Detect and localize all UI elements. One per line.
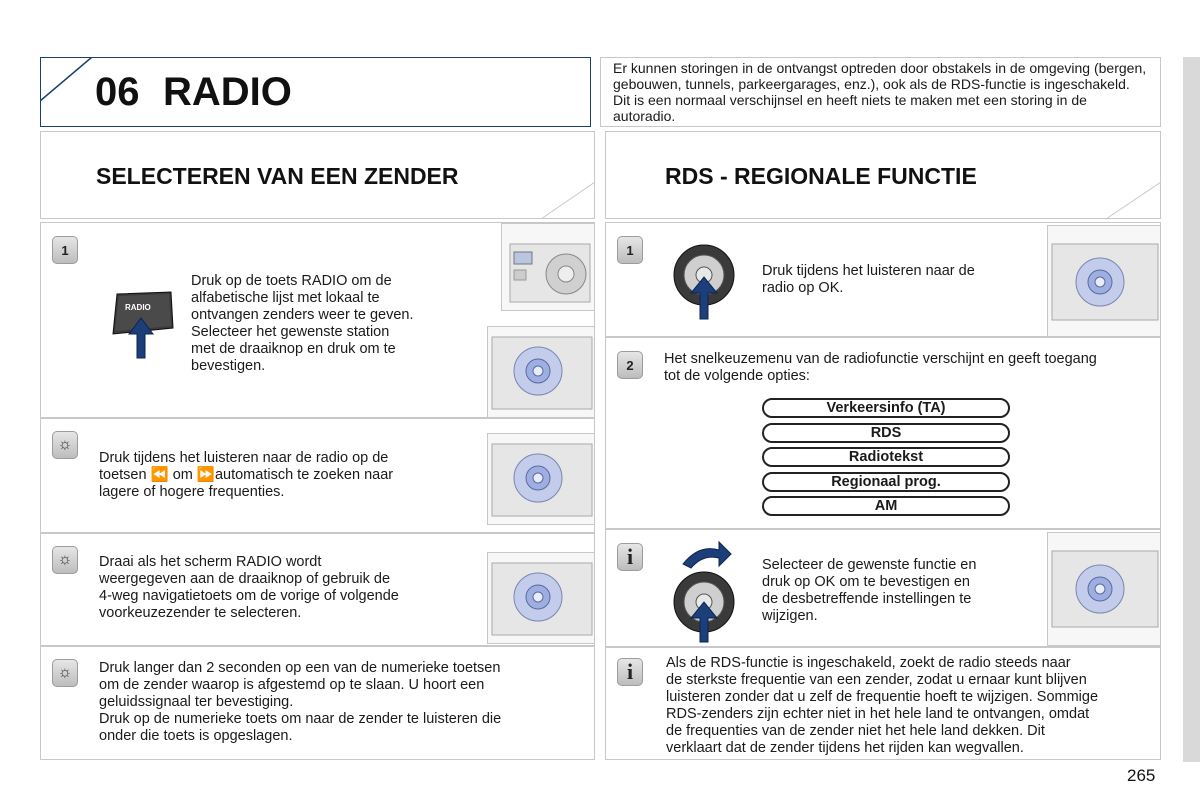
step1-text: Druk op de toets RADIO om de alfabetische lijst met lokaal te ontvangen zenders weer te geven. Selecteer het gewenste station met de draaiknop en druk om te bevestigen.	[191, 273, 414, 374]
right-section-heading-box	[605, 131, 1161, 219]
right-step1-text: Druk tijdens het luisteren naar de radio op OK.	[762, 263, 975, 296]
right-info-panel	[605, 647, 1161, 760]
right-step2-text: Het snelkeuzemenu van de radiofunctie verschijnt en geeft toegang tot de volgende opties:	[664, 351, 1097, 384]
lightbulb-icon: ☼	[52, 546, 78, 574]
tip3-text: Druk langer dan 2 seconden op een van de numerieke toetsen om de zender waarop is afgestemd op te slaan. U hoort een geluidssignaal ter bevestiging. Druk op de numerieke toets om naar de zender te luisteren die onder die toets is opgeslagen.	[99, 660, 502, 744]
left-section-heading: SELECTEREN VAN EEN ZENDER	[96, 163, 459, 189]
chapter-number: 06	[95, 70, 140, 114]
radio-panel-thumbnail	[487, 552, 595, 644]
seek-back-icon: ⏪	[150, 467, 169, 483]
left-tip2-panel	[40, 533, 595, 646]
radio-button-illustration	[107, 288, 177, 368]
radio-panel-thumbnail	[487, 326, 595, 418]
tip2-text: Draai als het scherm RADIO wordt weergegeven aan de draaiknop of gebruik de 4-weg navigatietoets om de vorige of volgende voorkeuzezender te selecteren.	[99, 554, 399, 621]
menu-option-am[interactable]: AM	[762, 496, 1010, 516]
info-icon: i	[617, 543, 643, 571]
right-section-heading: RDS - REGIONALE FUNCTIE	[665, 163, 977, 189]
step-badge: 2	[617, 351, 643, 379]
step-badge: 1	[617, 236, 643, 264]
lightbulb-icon: ☼	[52, 431, 78, 459]
intro-text: Er kunnen storingen in de ontvangst optreden door obstakels in de omgeving (bergen, gebouwen, tunnels, parkeergarages, enz.), ook als de RDS-functie is ingeschakeld. Dit is een normaal verschijnsel en heeft niets te maken met een storing in de autoradio.	[600, 57, 1161, 127]
step-badge: 1	[52, 236, 78, 264]
radio-button-text: RADIO	[125, 303, 151, 312]
ok-knob-rotate-illustration	[669, 536, 739, 649]
page-number: 265	[1127, 766, 1156, 785]
ok-knob-illustration	[669, 241, 739, 326]
tip1-text: Druk tijdens het luisteren naar de radio op de toetsen ⏪ om ⏩automatisch te zoeken naar lagere of hogere frequenties.	[99, 450, 394, 500]
menu-option-radiotext[interactable]: Radiotekst	[762, 447, 1010, 467]
chapter-title: RADIO	[163, 70, 292, 114]
right-step1-panel	[605, 222, 1161, 337]
info-icon: i	[617, 658, 643, 686]
menu-option-rds[interactable]: RDS	[762, 423, 1010, 443]
right-step3-panel	[605, 529, 1161, 647]
menu-option-regional[interactable]: Regionaal prog.	[762, 472, 1010, 492]
radio-panel-thumbnail	[487, 433, 595, 525]
left-step1-panel	[40, 222, 595, 418]
radio-panel-thumbnail	[1047, 532, 1161, 646]
left-tip1-panel	[40, 418, 595, 533]
menu-option-traffic-info[interactable]: Verkeersinfo (TA)	[762, 398, 1010, 418]
radio-panel-thumbnail	[1047, 225, 1161, 337]
lightbulb-icon: ☼	[52, 659, 78, 687]
page-edge-strip	[1183, 57, 1200, 762]
right-step3-text: Selecteer de gewenste functie en druk op OK om te bevestigen en de desbetreffende instellingen te wijzigen.	[762, 557, 977, 624]
seek-forward-icon: ⏩	[196, 467, 215, 483]
radio-unit-thumbnail	[501, 223, 595, 311]
left-tip3-panel	[40, 646, 595, 760]
left-section-heading-box	[40, 131, 595, 219]
rds-info-text: Als de RDS-functie is ingeschakeld, zoekt de radio steeds naar de sterkste frequentie van een zender, zodat u ernaar kunt blijven luisteren zonder dat u zelf de frequentie hoeft te wijzigen. Sommige RDS-zenders zijn echter niet in het hele land te ontvangen, omdat de frequenties van de zender niet het hele land dekken. Dit verklaart dat de zender tijdens het rijden kan wegvallen.	[666, 655, 1099, 756]
